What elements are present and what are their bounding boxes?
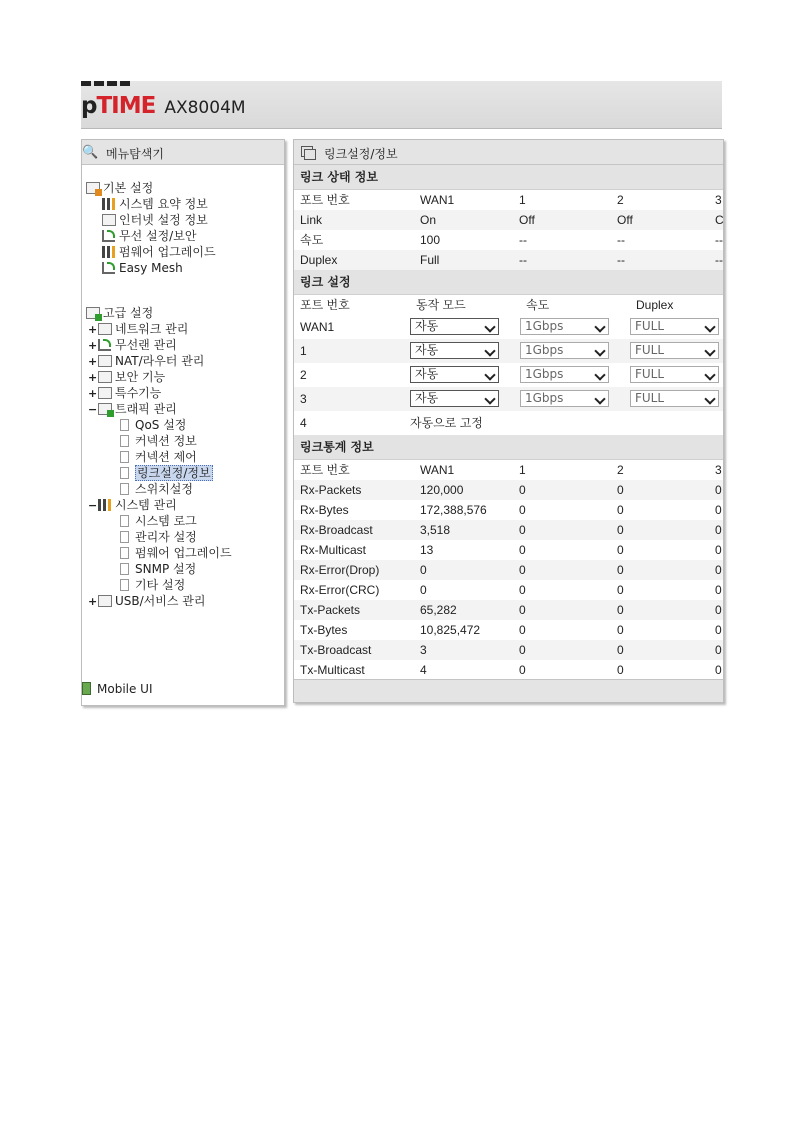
logo-strip [81, 81, 130, 86]
table-row [294, 540, 723, 560]
duplex-select-value: FULL [635, 391, 665, 405]
config-row [294, 363, 723, 387]
usb-icon [98, 595, 112, 607]
table-row-cell: 0 [617, 583, 624, 597]
table-header-row-cell: 동작 모드 [416, 298, 466, 312]
duplex-select[interactable] [630, 366, 719, 383]
grid-icon [98, 387, 112, 399]
menu-easy-mesh[interactable]: Easy Mesh [102, 260, 183, 276]
table-row-cell: 4 [420, 663, 427, 677]
table-row-cell: Rx-Multicast [300, 543, 367, 557]
page-icon [120, 531, 129, 543]
menu-system-management[interactable]: − 시스템 관리 [88, 498, 177, 512]
chevron-down-icon [704, 393, 715, 404]
router-admin-window [81, 81, 722, 709]
page-icon [120, 419, 129, 431]
page-icon [120, 563, 129, 575]
table-row [294, 230, 723, 250]
table-row-cell: 0 [519, 623, 526, 637]
table-row-cell: 120,000 [420, 483, 464, 497]
config-row-cell: 4 [300, 416, 307, 430]
search-icon: 🔍 [82, 145, 99, 160]
table-row-cell: Rx-Error(Drop) [300, 563, 380, 577]
table-row-cell: 10,825,472 [420, 623, 481, 637]
content-footer [294, 679, 723, 702]
folder-icon [86, 182, 100, 194]
table-row-cell: 0 [715, 623, 722, 637]
page-icon [120, 451, 129, 463]
table-row-cell: 0 [519, 663, 526, 677]
table-row-cell: 0 [519, 483, 526, 497]
table-row [294, 640, 723, 660]
menu-firmware-upgrade-basic[interactable]: 펌웨어 업그레이드 [102, 244, 216, 260]
lock-icon [98, 371, 112, 383]
table-header-row-cell: 3 [715, 193, 722, 207]
menu-advanced-settings[interactable]: 고급 설정 [86, 305, 153, 321]
table-row-cell: -- [519, 253, 527, 267]
table-header-row [294, 460, 723, 480]
speed-select-value: 1Gbps [525, 319, 564, 333]
table-row-cell: 0 [617, 523, 624, 537]
link-status-section: 링크 상태 정보 [294, 165, 723, 190]
chevron-down-icon [704, 369, 715, 380]
chevron-down-icon [594, 393, 605, 404]
table-row-cell: 0 [715, 643, 722, 657]
table-row-cell: -- [715, 253, 723, 267]
link-status-table [294, 190, 723, 270]
table-row-cell: Duplex [300, 253, 338, 267]
table-row-cell: 0 [617, 503, 624, 517]
chevron-down-icon [594, 369, 605, 380]
router-icon [98, 355, 112, 367]
table-header-row-cell: 2 [617, 463, 624, 477]
collapse-icon[interactable]: − [88, 403, 98, 416]
speed-select-value: 1Gbps [525, 343, 564, 357]
table-row [294, 480, 723, 500]
mode-select[interactable] [410, 366, 499, 383]
table-row-cell: 0 [715, 503, 722, 517]
config-row [294, 315, 723, 339]
duplex-select-value: FULL [635, 367, 665, 381]
table-row-cell: 0 [617, 623, 624, 637]
chevron-down-icon [484, 321, 495, 332]
table-header-row-cell: 포트 번호 [300, 463, 350, 477]
page-icon [120, 483, 129, 495]
wireless-icon [98, 339, 111, 351]
menu-explorer-title: 메뉴탐색기 [106, 147, 164, 161]
table-row-cell: 0 [715, 563, 722, 577]
menu-wireless-security[interactable]: 무선 설정/보안 [102, 228, 196, 244]
speed-select-value: 1Gbps [525, 391, 564, 405]
menu-security[interactable]: + 보안 기능 [88, 370, 166, 384]
menu-system-summary[interactable]: 시스템 요약 정보 [102, 196, 208, 212]
config-row-cell: 2 [300, 368, 307, 382]
expand-icon[interactable]: + [88, 595, 98, 608]
mode-select[interactable] [410, 342, 499, 359]
duplex-select-value: FULL [635, 343, 665, 357]
table-row [294, 560, 723, 580]
table-header-row [294, 295, 723, 315]
page-icon [120, 547, 129, 559]
content-panel [293, 139, 724, 703]
table-row-cell: -- [519, 233, 527, 247]
table-header-row-cell: 2 [617, 193, 624, 207]
table-row-cell: 0 [420, 583, 427, 597]
mode-select-value: 자동 [415, 367, 439, 381]
menu-explorer-header [82, 140, 284, 165]
table-row-cell: 0 [519, 543, 526, 557]
mobile-ui-link[interactable]: Mobile UI [82, 682, 153, 696]
table-row-cell: 100 [420, 233, 441, 247]
mode-select-value: 자동 [415, 391, 439, 405]
menu-nat-router[interactable]: + NAT/라우터 관리 [88, 354, 205, 368]
table-row-cell: 0 [617, 543, 624, 557]
page-icon [120, 579, 129, 591]
network-icon [98, 323, 112, 335]
table-row-cell: Link [300, 213, 323, 227]
table-row-cell: 0 [519, 503, 526, 517]
table-row-cell: C [715, 213, 724, 227]
menu-wlan-management[interactable]: + 무선랜 관리 [88, 338, 177, 352]
table-row-cell: 0 [715, 583, 722, 597]
menu-connection-info[interactable]: 커넥션 정보 [120, 433, 197, 449]
config-row [294, 387, 723, 411]
mobile-icon [82, 682, 91, 695]
table-row-cell: -- [617, 253, 625, 267]
table-row-cell: Off [519, 213, 535, 227]
mode-select-value: 자동 [415, 319, 439, 333]
page-title: 링크설정/정보 [324, 147, 398, 161]
menu-system-log[interactable]: 시스템 로그 [120, 513, 197, 529]
menu-traffic-management[interactable]: − 트래픽 관리 [88, 402, 177, 416]
table-row-cell: 0 [715, 543, 722, 557]
menu-explorer [81, 139, 285, 706]
monitor-icon [102, 214, 116, 226]
table-row-cell: 65,282 [420, 603, 457, 617]
table-row [294, 600, 723, 620]
table-header-row-cell: Duplex [636, 298, 674, 312]
table-header-row-cell: WAN1 [420, 193, 455, 207]
config-row-cell: 3 [300, 392, 307, 406]
chevron-down-icon [484, 369, 495, 380]
page-icon [120, 467, 129, 479]
link-stats-table [294, 460, 723, 680]
traffic-icon [98, 403, 112, 415]
duplex-select[interactable] [630, 342, 719, 359]
table-header-row-cell: 3 [715, 463, 722, 477]
speed-select[interactable] [520, 342, 609, 359]
header-bar [81, 81, 722, 129]
link-stats-section: 링크통계 정보 [294, 435, 723, 460]
table-row-cell: 0 [617, 483, 624, 497]
table-row [294, 210, 723, 230]
table-row-cell: 0 [519, 603, 526, 617]
table-row-cell: 0 [715, 523, 722, 537]
table-header-row-cell: 속도 [526, 298, 550, 312]
window-icon [301, 146, 313, 157]
table-row-cell: 0 [715, 483, 722, 497]
config-row-cell: WAN1 [300, 320, 335, 334]
expand-icon[interactable]: + [88, 323, 98, 336]
brand-prefix: p [81, 93, 97, 119]
table-row-cell: 0 [519, 563, 526, 577]
table-row [294, 520, 723, 540]
mode-select-value: 자동 [415, 343, 439, 357]
speed-select[interactable] [520, 318, 609, 335]
table-header-row-cell: 1 [519, 463, 526, 477]
expand-icon[interactable]: + [88, 339, 98, 352]
speed-select-value: 1Gbps [525, 367, 564, 381]
speed-select[interactable] [520, 366, 609, 383]
expand-icon[interactable]: + [88, 355, 98, 368]
mode-select[interactable] [410, 318, 499, 335]
table-row-cell: 3,518 [420, 523, 451, 537]
chart-icon [102, 198, 115, 210]
menu-special-features[interactable]: + 특수기능 [88, 386, 162, 400]
table-row-cell: 0 [420, 563, 427, 577]
table-row-cell: Full [420, 253, 440, 267]
link-config-table [294, 295, 723, 435]
expand-icon[interactable]: + [88, 387, 98, 400]
table-row-cell: -- [715, 233, 723, 247]
chevron-down-icon [594, 321, 605, 332]
link-config-section: 링크 설정 [294, 270, 723, 295]
menu-switch-settings[interactable]: 스위치설정 [120, 481, 193, 497]
table-row-cell: 3 [420, 643, 427, 657]
table-header-row-cell: WAN1 [420, 463, 455, 477]
config-row-cell: 1 [300, 344, 307, 358]
table-row-cell: 0 [715, 663, 722, 677]
table-row-cell: 속도 [300, 233, 324, 247]
page-icon [120, 515, 129, 527]
config-row [294, 339, 723, 363]
mode-select[interactable] [410, 390, 499, 407]
menu-snmp[interactable]: SNMP 설정 [120, 561, 196, 577]
table-row [294, 250, 723, 270]
menu-internet-info[interactable]: 인터넷 설정 정보 [102, 212, 208, 228]
table-row-cell: -- [617, 233, 625, 247]
menu-link-settings[interactable]: 링크설정/정보 [120, 465, 213, 481]
expand-icon[interactable]: + [88, 371, 98, 384]
page-icon [120, 435, 129, 447]
config-row-cell: 자동으로 고정 [410, 416, 483, 430]
table-row-cell: 0 [519, 523, 526, 537]
table-row-cell: 172,388,576 [420, 503, 487, 517]
table-header-row-cell: 포트 번호 [300, 298, 350, 312]
chevron-down-icon [484, 393, 495, 404]
menu-other-settings[interactable]: 기타 설정 [120, 577, 185, 593]
chevron-down-icon [484, 345, 495, 356]
mesh-icon [102, 262, 115, 274]
menu-basic-settings[interactable]: 기본 설정 [86, 180, 153, 196]
chevron-down-icon [704, 321, 715, 332]
table-row-cell: 0 [617, 643, 624, 657]
table-row-cell: 0 [715, 603, 722, 617]
table-row-cell: Rx-Bytes [300, 503, 349, 517]
chevron-down-icon [594, 345, 605, 356]
menu-admin-settings[interactable]: 관리자 설정 [120, 529, 197, 545]
model-name: AX8004M [164, 98, 246, 118]
table-row [294, 620, 723, 640]
menu-connection-control[interactable]: 커넥션 제어 [120, 449, 197, 465]
table-row-cell: 13 [420, 543, 434, 557]
content-header [294, 140, 723, 165]
chevron-down-icon [704, 345, 715, 356]
upgrade-icon [102, 246, 115, 258]
menu-firmware-upgrade[interactable]: 펌웨어 업그레이드 [120, 545, 232, 561]
table-row-cell: 0 [617, 663, 624, 677]
duplex-select[interactable] [630, 390, 719, 407]
duplex-select[interactable] [630, 318, 719, 335]
table-row-cell: Tx-Multicast [300, 663, 365, 677]
table-row-cell: Tx-Bytes [300, 623, 348, 637]
brand-highlight: TIME [96, 93, 156, 119]
table-row [294, 660, 723, 680]
table-row-cell: 0 [519, 643, 526, 657]
brand-logo [81, 93, 246, 119]
menu-qos[interactable]: QoS 설정 [120, 417, 186, 433]
table-row-cell: Rx-Error(CRC) [300, 583, 380, 597]
table-row-cell: Tx-Broadcast [300, 643, 372, 657]
table-header-row-cell: 포트 번호 [300, 193, 350, 207]
table-row-cell: Off [617, 213, 633, 227]
config-row [294, 411, 723, 435]
table-row-cell: 0 [617, 603, 624, 617]
speed-select[interactable] [520, 390, 609, 407]
menu-network-management[interactable]: + 네트워크 관리 [88, 322, 189, 336]
table-row-cell: Rx-Packets [300, 483, 362, 497]
wireless-icon [102, 230, 115, 242]
table-row-cell: 0 [617, 563, 624, 577]
table-header-row [294, 190, 723, 210]
table-row-cell: On [420, 213, 437, 227]
duplex-select-value: FULL [635, 319, 665, 333]
folder-icon [86, 307, 100, 319]
table-row-cell: Tx-Packets [300, 603, 361, 617]
menu-usb-service[interactable]: + USB/서비스 관리 [88, 594, 206, 608]
table-row-cell: 0 [519, 583, 526, 597]
table-row-cell: Rx-Broadcast [300, 523, 373, 537]
chart-icon [98, 499, 111, 511]
collapse-icon[interactable]: − [88, 499, 98, 512]
table-header-row-cell: 1 [519, 193, 526, 207]
table-row [294, 580, 723, 600]
table-row [294, 500, 723, 520]
